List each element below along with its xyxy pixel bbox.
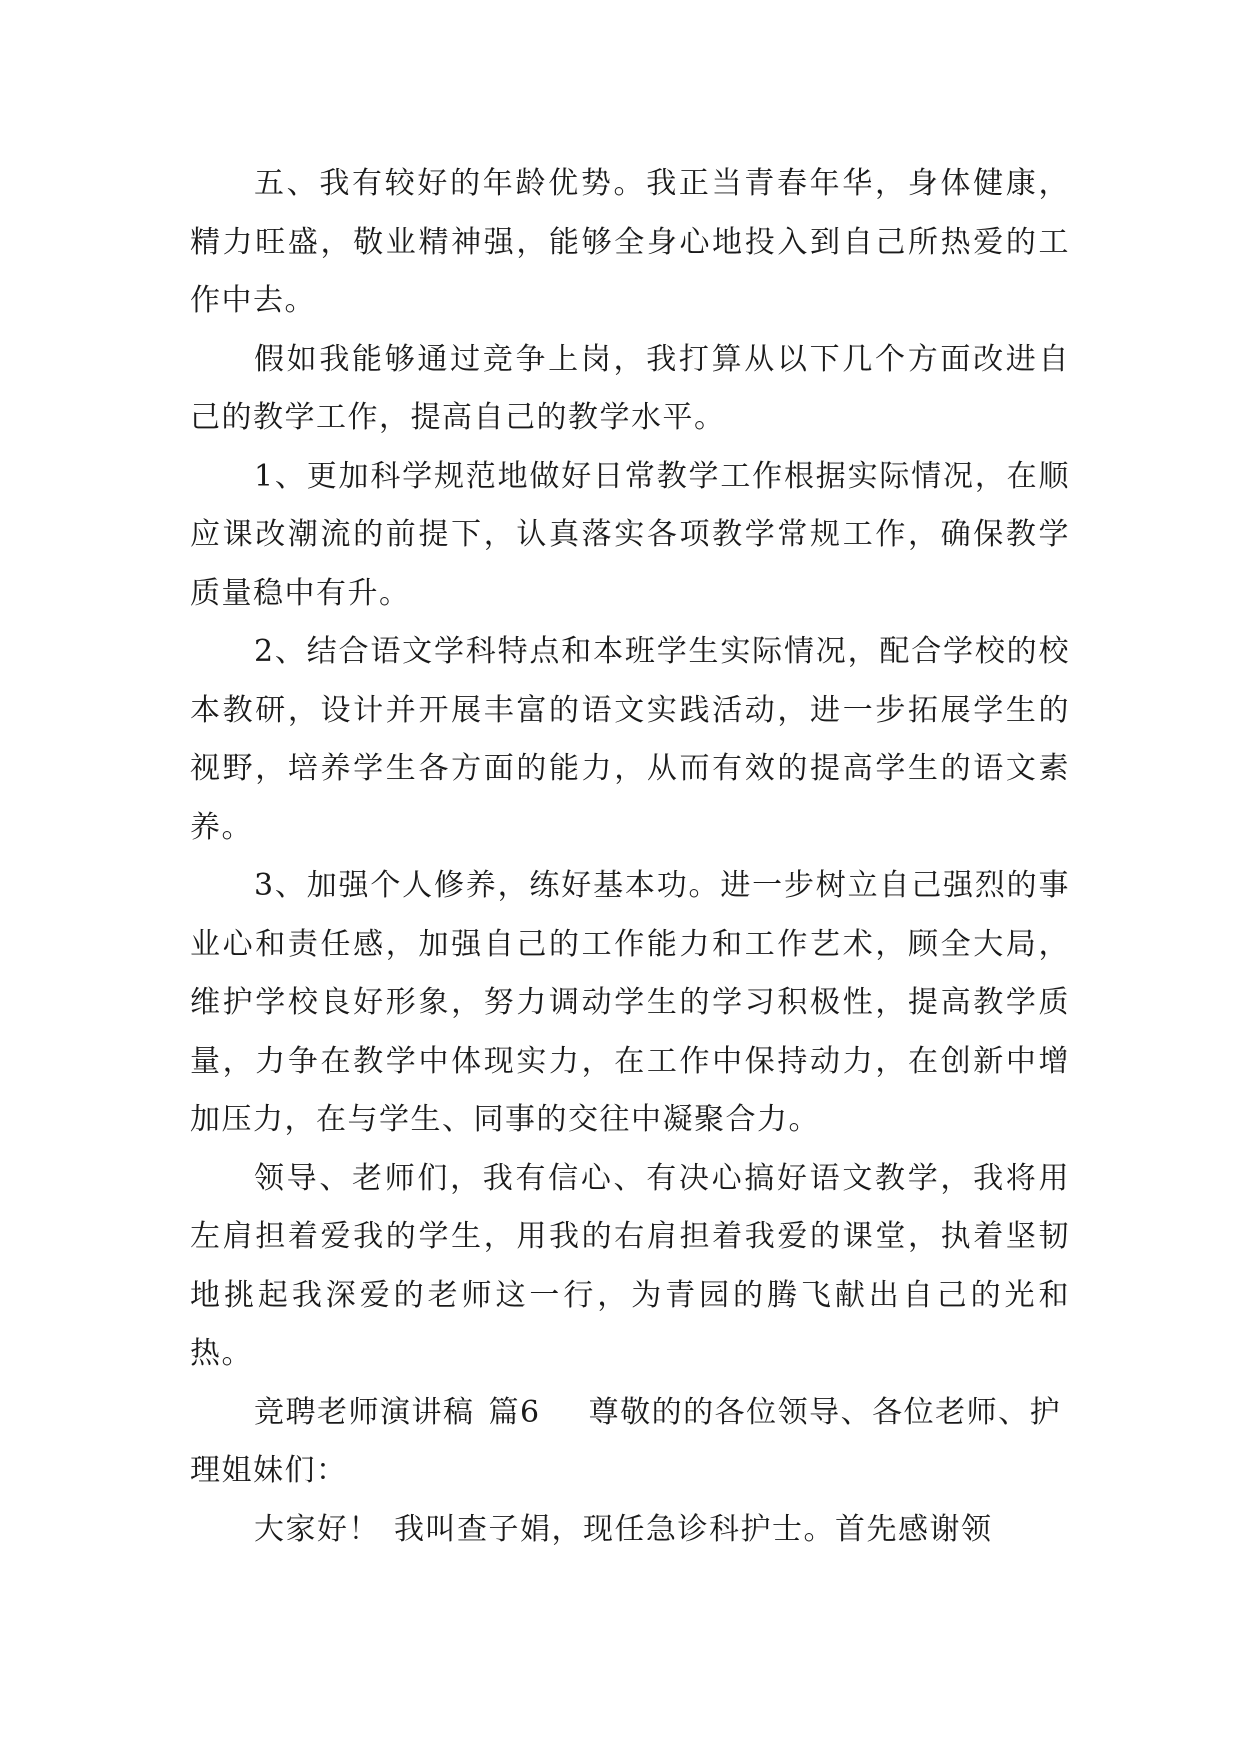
paragraph-item-3: 3、加强个人修养，练好基本功。进一步树立自己强烈的事业心和责任感，加强自己的工作能力和工作艺术，顾全大局，维护学校良好形象，努力调动学生的学习积极性，提高教学质量，力争在教学中体现实力，在工作中保持动力，在创新中增加压力，在与学生、同事的交往中凝聚合力。 xyxy=(190,868,1070,1137)
salutation: 尊敬的的各位领导、各位老师、护理姐妹们： xyxy=(190,1394,1062,1488)
paragraph-closing: 领导、老师们，我有信心、有决心搞好语文教学，我将用左肩担着爱我的学生，用我的右肩担着我爱的课堂，执着坚韧地挑起我深爱的老师这一行，为青园的腾飞献出自己的光和热。 xyxy=(190,1160,1070,1371)
paragraph-improvement-plan: 假如我能够通过竞争上岗，我打算从以下几个方面改进自己的教学工作，提高自己的教学水平。 xyxy=(190,341,1070,435)
greeting-line xyxy=(190,1501,1070,1560)
greeting: 大家好！ xyxy=(254,1511,380,1547)
section-number: 篇6 xyxy=(488,1394,541,1430)
section-heading-line xyxy=(190,1384,1070,1501)
document-body xyxy=(190,155,1070,1559)
intro-text: 我叫查子娟，现任急诊科护士。首先感谢领 xyxy=(394,1511,993,1547)
section-title: 竞聘老师演讲稿 xyxy=(254,1394,475,1430)
paragraph-item-1: 1、更加科学规范地做好日常教学工作根据实际情况，在顺应课改潮流的前提下，认真落实各项教学常规工作，确保教学质量稳中有升。 xyxy=(190,458,1070,611)
paragraph-item-2: 2、结合语文学科特点和本班学生实际情况，配合学校的校本教研，设计并开展丰富的语文实践活动，进一步拓展学生的视野，培养学生各方面的能力，从而有效的提高学生的语文素养。 xyxy=(190,634,1070,845)
paragraph-age-advantage: 五、我有较好的年龄优势。我正当青春年华，身体健康，精力旺盛，敬业精神强，能够全身心地投入到自己所热爱的工作中去。 xyxy=(190,166,1070,318)
